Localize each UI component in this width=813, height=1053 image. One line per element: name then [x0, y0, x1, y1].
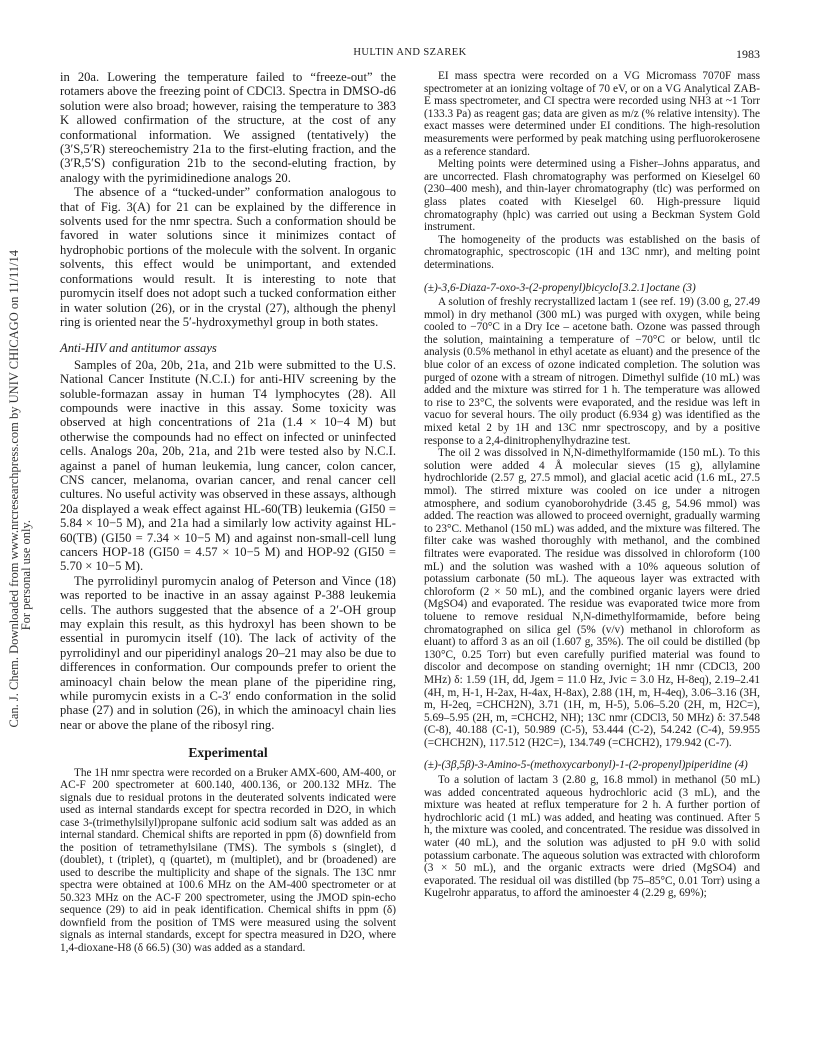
paragraph-nmr-methods: The 1H nmr spectra were recorded on a Bruker AMX-600, AM-400, or AC-F 200 spectrometer at 600.140, 400.136, or 200.132 MHz. The signals due to residual protons in the deuterated solvents indicated were used as internal standards except for spectra recorded in D2O, in which case 3-(trimethylsilyl)propane sulfonic acid sodium salt was added as an internal standard. Chemical shifts are reported in ppm (δ) downfield from the position of tetramethylsilane (TMS). The symbols s (singlet), d (doublet), t (triplet), q (quartet), m (multiplet), and br (broadened) are used to describe the multiplicity and shape of the signals. The 13C nmr spectra were obtained at 100.6 MHz on the AM-400 spectrometer or at 50.323 MHz on the AC-F 200 spectrometer, using the JMOD spin-echo sequence (29) to aid in peak identification. Chemical shifts in ppm (δ) downfield from the position of TMS were measured using the solvent signals as internal standards, except for spectra measured in D2O, where 1,4-dioxane-H8 (δ 66.5) (30) was added as a standard.	[60, 766, 396, 954]
paragraph-assays: Samples of 20a, 20b, 21a, and 21b were submitted to the U.S. National Cancer Institute (N.C.I.) for anti-HIV screening by the soluble-formazan assay in human T4 lymphocytes (28). All compounds were inactive in this assay. Some toxicity was observed at high concentrations of 21a (1.4 × 10−4 M) but otherwise the compounds had no effect on infected or uninfected cells. Analogs 20a, 20b, 21a, and 21b were tested also by N.C.I. against a panel of human leukemia, lung cancer, colon cancer, CNS cancer, melanoma, ovarian cancer, and renal cancer cell cultures. No useful activity was observed in these assays, although 20a displayed a weak effect against HL-60(TB) leukemia (GI50 = 5.84 × 10−5 M), and 21a had a similarly low activity against HL-60(TB) (GI50 = 7.34 × 10−5 M) and against non-small-cell lung cancers HOP-18 (GI50 = 4.57 × 10−5 M) and HOP-92 (GI50 = 5.70 × 10−5 M).	[60, 357, 396, 574]
page-header	[60, 47, 760, 61]
paragraph-rotamers: in 20a. Lowering the temperature failed to “freeze-out” the rotamers above the freezing point of CDCl3. Spectra in DMSO-d6 solution were also broad; however, raising the temperature to 383 K allowed confirmation of the structure, at the cost of any conformational information. We assigned (tentatively) the (3′S,5′R) stereochemistry 21a to the first-eluting fraction, and the (3′R,5′S) configuration 21b to the second-eluting fraction, by analogy with the pyrimidinedione analogs 20.	[60, 70, 396, 185]
section-heading-experimental: Experimental	[188, 745, 268, 761]
watermark-line-2: For personal use only.	[19, 520, 33, 631]
paragraph-tucked-conformation: The absence of a “tucked-under” conformation analogous to that of Fig. 3(A) for 21 can be explained by the difference in solvents used for the nmr spectra. Such a conformation should be favored in water solutions since it minimizes contact of hydrophobic portions of the molecule with the solvent. In organic solvents, this effect would be unimportant, and extended conformations would result. It is interesting to note that puromycin itself does not adopt such a tucked conformation either in water solution (26), or in the crystal (27), although the phenyl ring is oriented near the 5′-hydroxymethyl group in both states.	[60, 185, 396, 329]
paragraph-homogeneity: The homogeneity of the products was established on the basis of chromatographic, spectroscopic (1H and 13C nmr), and melting point determinations.	[424, 233, 760, 271]
compound-4-heading: (±)-(3β,5β)-3-Amino-5-(methoxycarbonyl)-1-(2-propenyl)piperidine (4)	[424, 759, 748, 772]
running-head: HULTIN AND SZAREK	[353, 47, 467, 58]
compound-3-heading: (±)-3,6-Diaza-7-oxo-3-(2-propenyl)bicyclo[3.2.1]octane (3)	[424, 281, 696, 294]
watermark-line-1: Can. J. Chem. Downloaded from www.nrcresearchpress.com by UNIV CHICAGO on 11/11/14	[7, 250, 21, 728]
paragraph-mass-spectra: EI mass spectra were recorded on a VG Micromass 7070F mass spectrometer at an ionizing voltage of 70 eV, or on a VG Analytical ZAB-E mass spectrometer, and CI spectra were recorded using NH3 at ~1 Torr (133.3 Pa) as reagent gas; data are given as m/z (% relative intensity). The exact masses were determined under EI conditions. The high-resolution measurements were performed by peak matching using perfluorokerosene as a reference standard.	[424, 70, 760, 158]
paragraph-melting-points: Melting points were determined using a Fisher–Johns apparatus, and are uncorrected. Flash chromatography was performed on Kieselgel 60 (230–400 mesh), and thin-layer chromatography (tlc) was performed on glass plates coated with Kieselgel 60. High-pressure liquid chromatography (hplc) was carried out using a Beckman System Gold instrument.	[424, 158, 760, 234]
left-column	[60, 70, 396, 954]
download-watermark	[6, 250, 33, 750]
paragraph-compound-4-synthesis: To a solution of lactam 3 (2.80 g, 16.8 mmol) in methanol (50 mL) was added concentrated aqueous hydrochloric acid (3 mL), and the mixture was heated at reflux temperature for 2 h. A further portion of hydrochloric acid (1 mL) was added, and heating was continued. After 5 h, the mixture was cooled, and concentrated. The residue was dissolved in water (40 mL), and the solution was adjusted to pH 9.0 with solid potassium carbonate. The aqueous solution was extracted with chloroform (3 × 50 mL), and the organic extracts were dried (MgSO4) and evaporated. The residual oil was distilled (bp 75–85°C, 0.01 Torr) using a Kugelrohr apparatus, to afford the aminoester 4 (2.29 g, 69%);	[424, 774, 760, 900]
section-heading-anti-hiv: Anti-HIV and antitumor assays	[60, 341, 217, 356]
page-number: 1983	[736, 47, 760, 61]
paragraph-compound-3-ozonolysis: A solution of freshly recrystallized lactam 1 (see ref. 19) (3.00 g, 27.49 mmol) in dry methanol (300 mL) was purged with oxygen, while being cooled to −70°C in a Dry Ice – acetone bath. Ozone was passed through the solution, maintaining a temperature of −70°C or below, until tlc analysis (0.5% methanol in ethyl acetate as eluant) and the presence of the blue color of an excess of ozone indicated completion. The solution was purged of ozone with a stream of nitrogen. Dimethyl sulfide (10 mL) was added and the mixture was stirred for 1 h. The temperature was allowed to rise to 23°C, the solvents were evaporated, and the residue was left in vacuo for several hours. The oily product (6.934 g) was identified as the mixed ketal 2 by 1H and 13C nmr spectroscopy, and by a positive response to a 2,4-dinitrophenylhydrazine test.	[424, 296, 760, 447]
paragraph-compound-3-reductive-amination: The oil 2 was dissolved in N,N-dimethylformamide (150 mL). To this solution were added 4 Å molecular sieves (15 g), allylamine hydrochloride (2.57 g, 27.5 mmol), and glacial acetic acid (1.6 mL, 27.5 mmol). The stirred mixture was cooled on ice under a nitrogen atmosphere, and sodium cyanoborohydride (3.45 g, 54.96 mmol) was added. The reaction was allowed to proceed overnight, gradually warming to 23°C. Methanol (150 mL) was added, and the mixture was filtered. The filter cake was washed thoroughly with methanol, and the combined filtrates were evaporated. The residue was dissolved in chloroform (100 mL) and the solution was washed with a 10% aqueous solution of potassium carbonate (50 mL). The aqueous layer was extracted with chloroform (2 × 50 mL), and the combined organic layers were dried (MgSO4) and evaporated. The residue was evaporated twice more from toluene to remove residual N,N-dimethylformamide, before being chromatographed on silica gel (5% (v/v) methanol in chloroform as eluant) to afford 3 as an oil (1.607 g, 35%). The oil could be distilled (bp 130°C, 0.25 Torr) but even carefully purified material was found to discolor and decompose on standing overnight; 1H nmr (CDCl3, 200 MHz) δ: 1.59 (1H, dd, Jgem = 11.0 Hz, Jvic = 3.0 Hz, H-8eq), 2.19–2.41 (4H, m, H-1, H-2ax, H-4ax, H-8ax), 2.88 (1H, m, H-4eq), 3.06–3.16 (3H, m, H-2eq, =CHCH2N), 3.71 (1H, m, H-5), 5.06–5.20 (2H, m, H2C=), 5.69–5.95 (2H, m, =CHCH2, NH); 13C nmr (CDCl3, 50 MHz) δ: 37.548 (C-8), 40.188 (C-1), 50.989 (C-5), 53.444 (C-2), 54.242 (C-4), 59.955 (=CHCH2N), 117.512 (H2C=), 134.749 (=CHCH2), 179.942 (C-7).	[424, 447, 760, 749]
paragraph-pyrrolidinyl-analog: The pyrrolidinyl puromycin analog of Peterson and Vince (18) was reported to be inactive in an assay against P-388 leukemia cells. The authors suggested that the absence of a 2′-OH group may explain this result, as this hydroxyl has been shown to be essential in puromycin itself (10). The lack of activity of the pyrrolidinyl and our piperidinyl analogs 20–21 may also be due to differences in conformation. Our compounds prefer to orient the aminoacyl chain below the mean plane of the piperidine ring, while puromycin exists in a C-3′ endo conformation in the solid phase (27) and in solution (26), in which the aminoacyl chain lies near or above the plane of the ribosyl ring.	[60, 573, 396, 732]
right-column	[424, 70, 760, 900]
